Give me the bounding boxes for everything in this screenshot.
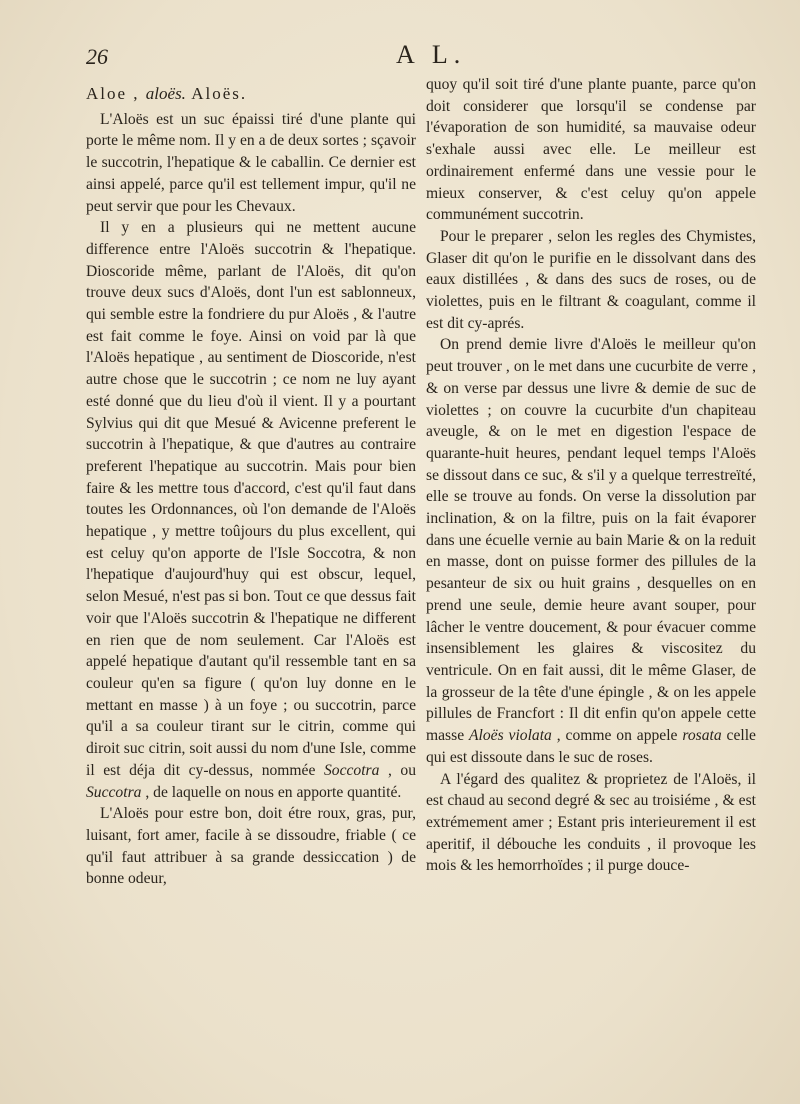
paragraph-text: celle qui est dissoute dans le suc de roses. bbox=[426, 727, 756, 766]
entry-headword bbox=[86, 83, 416, 105]
paragraph bbox=[86, 217, 416, 803]
headword: Aloe , bbox=[86, 84, 140, 103]
paragraph-text: , comme on appele bbox=[556, 727, 678, 745]
paragraph: Pour le preparer , selon les regles des Chymistes, Glaser dit qu'on le purifie en le dissolvant dans des eaux distillées , & dans des sucs de roses, ou de violettes, puis en le filtrant & coagulant, comme il est dit cy-aprés. bbox=[426, 227, 756, 332]
place-name: Succotra bbox=[86, 783, 142, 801]
headword-latin: aloës. bbox=[145, 84, 186, 103]
page-header bbox=[86, 40, 754, 74]
right-column bbox=[426, 74, 756, 877]
paragraph-text: , ou bbox=[387, 761, 417, 779]
paragraph bbox=[426, 334, 756, 768]
paragraph: quoy qu'il soit tiré d'une plante puante, parce qu'on doit considerer que lorsqu'il se condense par l'évaporation de son humidité, sa mauvaise odeur s'exhale aussi avec elle. Le meilleur est ordinairement enfermé dans une vessie pour le mieux conserver, & c'est celuy qu'on appele communément succotrin. bbox=[426, 76, 756, 224]
running-head: A L. bbox=[396, 40, 467, 69]
remedy-name: Aloës violata bbox=[469, 727, 552, 745]
place-name: Soccotra bbox=[323, 761, 380, 779]
headword-french: Aloës. bbox=[191, 84, 248, 103]
paragraph: L'Aloës pour estre bon, doit étre roux, gras, pur, luisant, fort amer, facile à se dissoudre, friable ( ce qu'il faut attribuer à sa grande dessiccation ) de bonne odeur, bbox=[86, 805, 416, 888]
paragraph-text: , de laquelle on nous en apporte quantité. bbox=[145, 783, 402, 801]
page-number: 26 bbox=[86, 44, 108, 69]
paragraph: L'Aloës est un suc épaissi tiré d'une plante qui porte le même nom. Il y en a de deux sortes ; sçavoir le succotrin, l'hepatique & le caballin. Ce dernier est ainsi appelé, parce qu'il est tellement impur, qu'il ne peut servir que pour les Chevaux. bbox=[86, 110, 416, 215]
paragraph-text: Il y en a plusieurs qui ne mettent aucune difference entre l'Aloës succotrin & l'hepatique. Dioscoride même, parlant de l'Aloës, dit qu'on trouve deux sucs d'Aloës, dont l'un est sablonneux, qui semble estre la fondriere du pur Aloës , & l'autre est fait comme le foye. Ainsi on void par là que l'Aloës hepatique , au sentiment de Dioscoride, n'est autre chose que le succotrin ; ce nom ne luy ayant esté donné que du lieu d'où il vient. Il y a pourtant Sylvius qui dit que Mesué & Avicenne preferent le succotrin à l'hepatique, & que d'autres au contraire preferent l'hepatique au succotrin. Mais pour bien faire & les mettre tous d'accord, c'est qu'il faut dans toutes les Ordonnances, où l'on demande de l'Aloës hepatique , y mettre toûjours du plus excellent, qui est celuy qu'on apporte de l'Isle Soccotra, & non l'hepatique d'aujourd'huy qui est obscur, lequel, selon Mesué, n'est pas si bon. Tout ce que dessus fait voir que l'Aloës succotrin & l'hepatique ne different en rien que de nom seulement. Car l'Aloës est appelé hepatique d'autant qu'il ressemble tant en sa couleur qu'en sa figure ( qu'on luy donne en le mettant en masse ) à un foye ; ou succotrin, parce qu'il a sa couleur tirant sur le citrin, comme qui diroit suc citrin, soit aussi du nom d'une Isle, comme il est déja dit cy-dessus, nommée bbox=[86, 219, 416, 779]
left-column bbox=[86, 83, 416, 890]
paragraph: A l'égard des qualitez & proprietez de l'Aloës, il est chaud au second degré & sec au troisiéme , & est extrémement amer ; Estant pris interieurement il est aperitif, il débouche les conduits , il provoque les mois & les hemorrhoïdes ; il purge douce- bbox=[426, 770, 756, 875]
remedy-name: rosata bbox=[682, 727, 722, 745]
paragraph-text: On prend demie livre d'Aloës le meilleur qu'on peut trouver , on le met dans une cucurbite de verre , & on verse par dessus une livre & demie de suc de violettes ; on couvre la cucurbite d'un chapiteau aveugle, & on le met en digestion l'espace de quarante-huit heures, pendant lequel temps l'Aloës se dissout dans ce suc, & s'il y a quelque terrestreïté, elle se trouve au fonds. On verse la dissolution par inclination, & on la filtre, puis on la fait évaporer dans une écuelle vernie au bain Marie & on la reduit en masse, dont on puisse former des pillules de la pesanteur de six ou huit grains , desquelles on en prend une seule, demie heure avant souper, pour lâcher le ventre doucement, & pour évacuer comme insensiblement les glaires & viscositez du ventricule. On en fait aussi, dit le même Glaser, de la grosseur de la tête d'une épingle , & on les appele pillules de Francfort : Il dit enfin qu'on appele cette masse bbox=[426, 336, 756, 745]
